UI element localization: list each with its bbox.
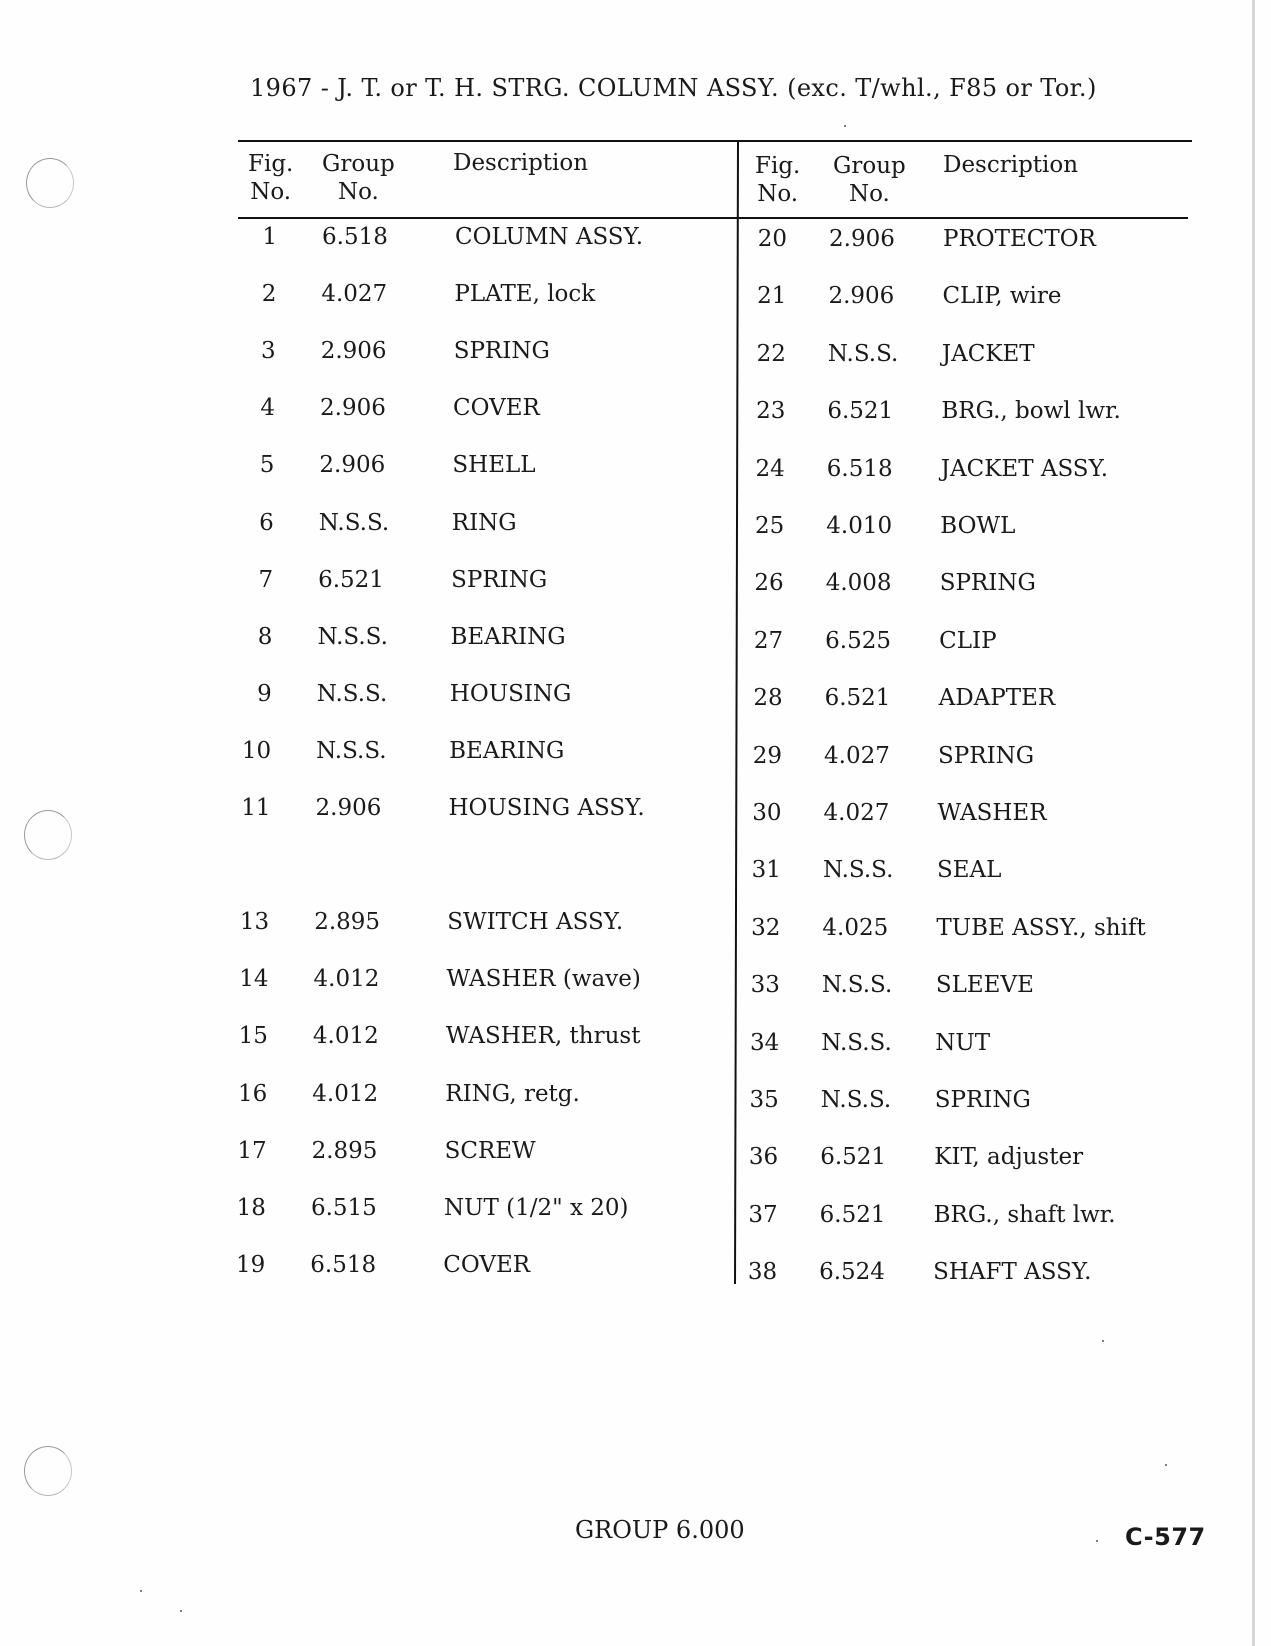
right-table-row — [0, 1087, 1271, 1117]
group-number: 4.010 — [826, 513, 893, 539]
right-table-row — [0, 456, 1271, 486]
footer-group-number: GROUP 6.000 — [575, 1516, 745, 1544]
fig-number: 33 — [750, 972, 780, 999]
fig-number: 9 — [257, 680, 272, 707]
fig-number: 35 — [749, 1087, 779, 1113]
right-table-row — [0, 1144, 1271, 1174]
fig-number: 32 — [751, 914, 781, 941]
fig-number: 21 — [757, 283, 787, 310]
part-description: BEARING — [450, 623, 566, 650]
scan-speck — [1102, 1340, 1104, 1342]
fig-number: 17 — [237, 1137, 267, 1164]
part-description: WASHER, thrust — [445, 1023, 641, 1050]
right-table-row — [0, 283, 1271, 313]
group-number: 6.521 — [318, 566, 384, 593]
part-description: TUBE ASSY., shift — [936, 914, 1146, 941]
part-description: HOUSING ASSY. — [448, 795, 645, 821]
part-description: BEARING — [449, 737, 565, 764]
fig-number: 26 — [754, 570, 784, 597]
right-table-row — [0, 513, 1271, 543]
fig-number: 2 — [261, 281, 277, 308]
part-description: COLUMN ASSY. — [455, 224, 644, 250]
group-number: N.S.S. — [822, 857, 894, 884]
group-number: 6.518 — [826, 455, 893, 482]
group-number: 4.012 — [313, 966, 380, 993]
header-no-label: No. — [250, 179, 292, 205]
right-table-row — [0, 915, 1271, 945]
part-description: WASHER (wave) — [446, 966, 641, 993]
part-description: BOWL — [940, 513, 1016, 539]
group-number: 2.906 — [828, 283, 895, 310]
fig-number: 30 — [752, 800, 782, 826]
group-number: 4.012 — [312, 1023, 379, 1050]
fig-number: 15 — [238, 1023, 268, 1050]
part-description: CLIP, wire — [942, 283, 1062, 310]
group-number: 2.906 — [315, 795, 382, 821]
group-number: 6.521 — [824, 685, 891, 712]
group-number: 6.518 — [310, 1251, 377, 1278]
fig-number: 5 — [259, 452, 275, 479]
part-description: SEAL — [936, 857, 1002, 884]
part-description: SPRING — [934, 1087, 1031, 1113]
right-table-row — [0, 743, 1271, 773]
part-description: SPRING — [938, 742, 1035, 769]
group-number: 6.518 — [322, 224, 388, 250]
scan-speck — [140, 1590, 142, 1592]
header-fig-label: Fig. — [248, 151, 294, 177]
part-description: SWITCH ASSY. — [447, 909, 624, 936]
part-description: COVER — [443, 1251, 531, 1278]
fig-number: 11 — [241, 795, 271, 821]
fig-number: 4 — [260, 395, 276, 422]
part-description: KIT, adjuster — [934, 1144, 1084, 1171]
part-description: NUT — [935, 1029, 991, 1056]
fig-number: 18 — [236, 1194, 266, 1221]
part-description: PLATE, lock — [454, 281, 596, 308]
fig-number: 27 — [753, 627, 784, 654]
part-description: SHAFT ASSY. — [933, 1259, 1092, 1286]
fig-number: 8 — [257, 623, 273, 650]
fig-number: 37 — [748, 1201, 778, 1228]
fig-number: 20 — [757, 226, 787, 252]
group-number: 2.895 — [311, 1137, 378, 1164]
fig-number: 10 — [241, 737, 272, 764]
right-table-row — [0, 226, 1271, 256]
part-description: SLEEVE — [935, 972, 1034, 999]
group-number: 6.525 — [825, 627, 891, 654]
fig-number: 36 — [748, 1144, 779, 1171]
part-description: SHELL — [452, 452, 536, 479]
scan-speck — [1165, 1464, 1167, 1466]
part-description: JACKET ASSY. — [940, 455, 1109, 482]
part-description: SPRING — [453, 338, 550, 365]
fig-number: 19 — [236, 1251, 266, 1278]
fig-number: 3 — [261, 338, 276, 365]
fig-number: 6 — [259, 509, 274, 536]
scan-speck — [1096, 1540, 1098, 1542]
header-fig-label: Fig. — [755, 153, 801, 179]
group-number: N.S.S. — [316, 680, 388, 707]
group-number: 6.515 — [310, 1194, 377, 1221]
right-table-row — [0, 857, 1271, 887]
group-number: 4.027 — [823, 800, 890, 826]
header-no-label: No. — [848, 181, 890, 207]
group-number: 6.524 — [819, 1259, 885, 1286]
header-group-label: Group — [833, 153, 906, 179]
right-table-row — [0, 800, 1271, 830]
fig-number: 13 — [239, 909, 270, 936]
part-description: RING, retg. — [445, 1080, 580, 1107]
group-number: 6.521 — [819, 1201, 886, 1228]
group-number: N.S.S. — [318, 509, 390, 536]
part-description: SCREW — [444, 1137, 536, 1164]
group-number: 4.012 — [312, 1080, 379, 1107]
right-table-row — [0, 628, 1271, 658]
part-description: BRG., bowl lwr. — [941, 398, 1121, 425]
part-description: SPRING — [939, 570, 1036, 597]
group-number: N.S.S. — [821, 972, 893, 999]
scan-speck — [180, 1610, 182, 1612]
fig-number: 22 — [756, 340, 786, 367]
group-number: 4.027 — [824, 742, 890, 769]
group-number: 4.025 — [822, 914, 889, 941]
right-table-row — [0, 1202, 1271, 1232]
part-description: JACKET — [941, 340, 1035, 367]
group-number: 4.008 — [825, 570, 892, 597]
group-number: N.S.S. — [316, 737, 387, 764]
part-description: WASHER — [937, 800, 1047, 826]
group-number: 2.906 — [320, 395, 386, 422]
right-table-row — [0, 1259, 1271, 1289]
part-description: PROTECTOR — [943, 226, 1096, 252]
right-header-description: Description — [943, 152, 1079, 178]
header-group-label: Group — [322, 151, 395, 177]
header-no-label: No. — [757, 181, 799, 207]
part-description: HOUSING — [449, 680, 572, 707]
fig-number: 31 — [751, 857, 781, 884]
group-number: 2.906 — [319, 452, 386, 479]
group-number: N.S.S. — [820, 1087, 892, 1113]
fig-number: 1 — [262, 224, 277, 250]
part-description: RING — [451, 509, 517, 536]
part-description: COVER — [453, 395, 540, 422]
group-number: 6.521 — [827, 398, 894, 425]
right-table-row — [0, 398, 1271, 428]
group-number: 6.521 — [820, 1144, 887, 1171]
left-header-description: Description — [453, 150, 589, 176]
right-table-row — [0, 341, 1271, 371]
fig-number: 38 — [747, 1259, 778, 1286]
group-number: N.S.S. — [317, 623, 388, 650]
part-description: BRG., shaft lwr. — [933, 1201, 1116, 1228]
fig-number: 28 — [753, 685, 783, 712]
fig-number: 14 — [239, 966, 269, 993]
part-description: NUT (1/2" x 20) — [443, 1194, 629, 1221]
page-title: 1967 - J. T. or T. H. STRG. COLUMN ASSY. (exc. T/whl., F85 or Tor.) — [250, 74, 1097, 102]
part-description: CLIP — [939, 627, 997, 654]
group-number: 4.027 — [321, 281, 388, 308]
fig-number: 34 — [750, 1029, 780, 1056]
right-table-row — [0, 570, 1271, 600]
part-description: SPRING — [451, 566, 548, 593]
footer-page-number: C-577 — [1125, 1523, 1206, 1551]
fig-number: 16 — [237, 1080, 268, 1107]
scan-speck — [844, 125, 846, 127]
fig-number: 25 — [754, 513, 785, 539]
right-table-row — [0, 685, 1271, 715]
right-table-row — [0, 972, 1271, 1002]
fig-number: 29 — [752, 742, 783, 769]
group-number: N.S.S. — [827, 340, 899, 367]
fig-number: 7 — [258, 566, 274, 593]
right-table-row — [0, 1030, 1271, 1060]
fig-number: 23 — [756, 398, 786, 425]
group-number: N.S.S. — [821, 1029, 892, 1056]
group-number: 2.895 — [314, 909, 381, 936]
part-description: ADAPTER — [938, 685, 1056, 712]
header-no-label: No. — [337, 179, 379, 205]
group-number: 2.906 — [829, 226, 895, 252]
fig-number: 24 — [755, 455, 785, 482]
group-number: 2.906 — [320, 338, 387, 365]
